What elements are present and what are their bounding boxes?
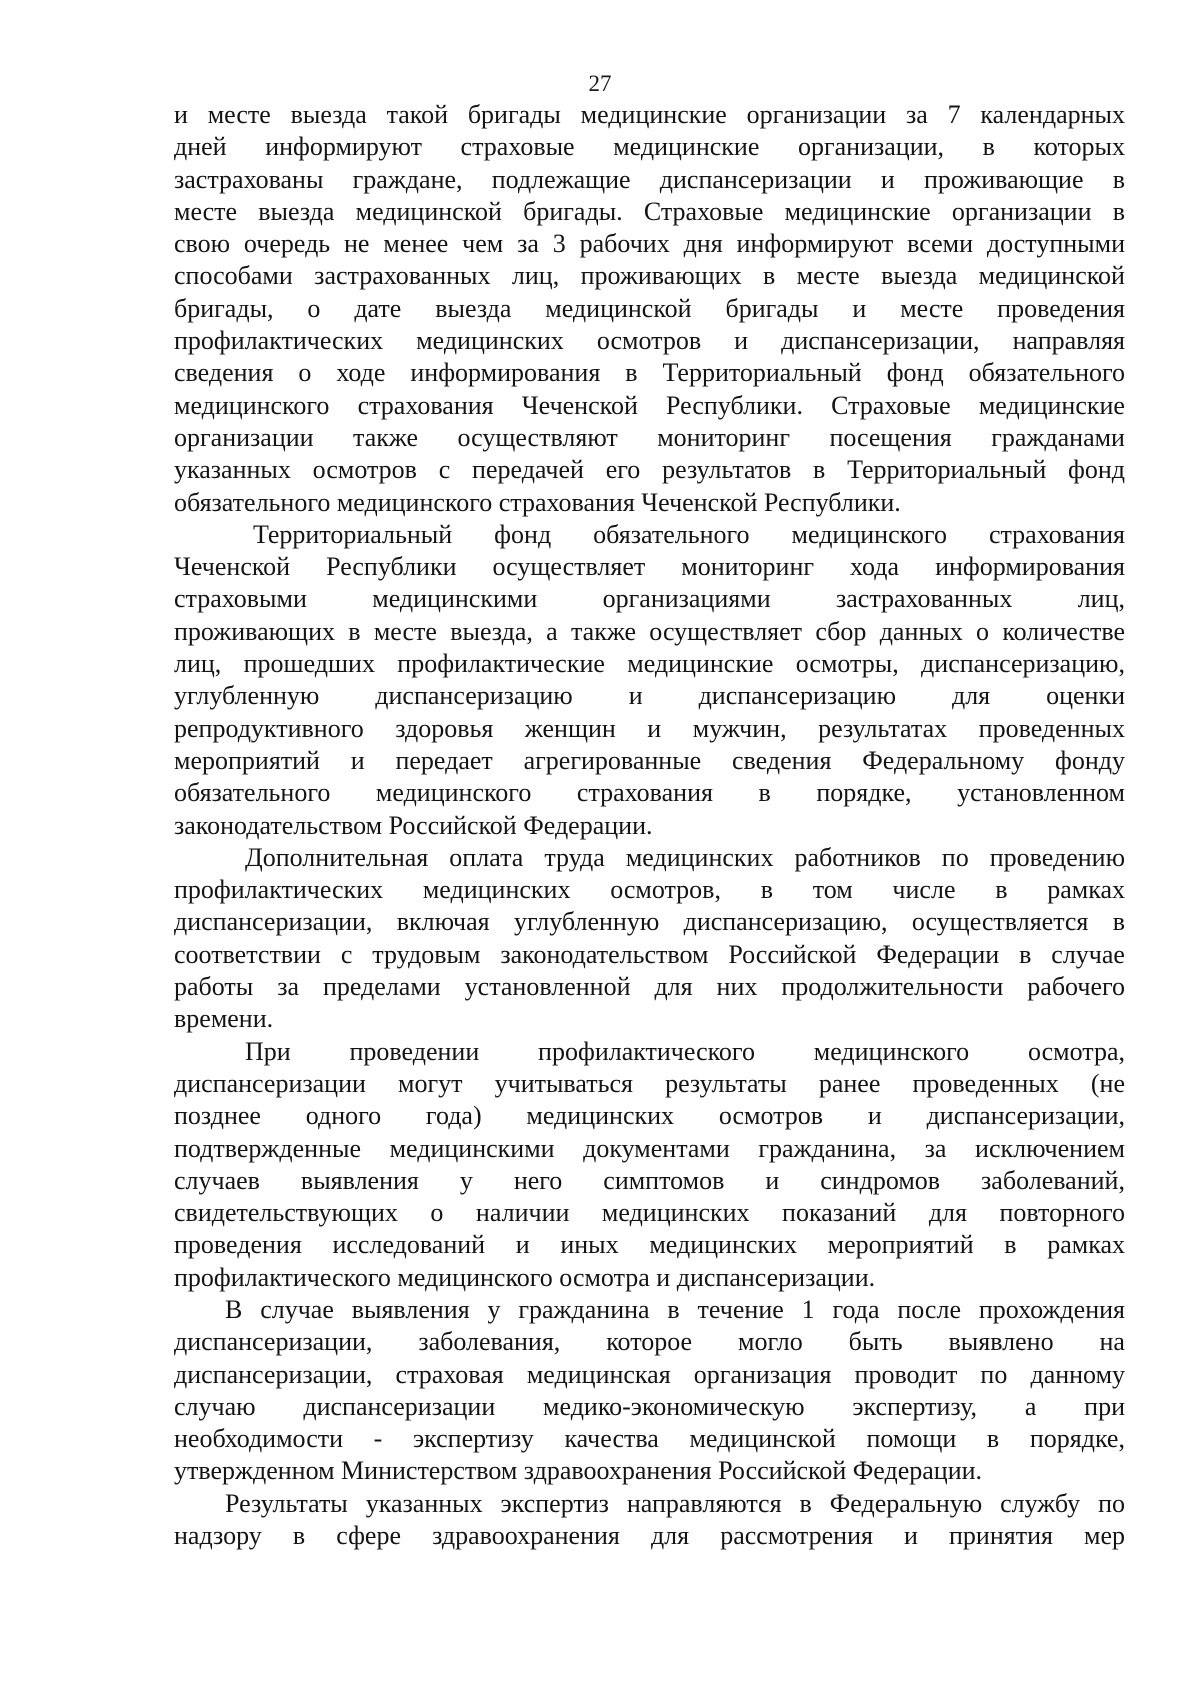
paragraph-2 bbox=[174, 519, 1125, 842]
text-line: и месте выезда такой бригады медицинские организации за 7 календарных bbox=[174, 100, 1126, 129]
paragraph-5 bbox=[174, 1294, 1125, 1488]
text-line: углубленную диспансеризацию и диспансеризацию для оценки bbox=[174, 681, 1126, 711]
text-line: В случае выявления у гражданина в течение 1 года после прохождения bbox=[225, 1294, 1125, 1324]
text-line: организации также осуществляют мониторинг посещения гражданами bbox=[174, 422, 1125, 452]
text-line: необходимости - экспертизу качества медицинской помощи в порядке, bbox=[174, 1424, 1125, 1454]
text-line: профилактических медицинских осмотров и диспансеризации, направляя bbox=[174, 326, 1126, 356]
text-line: способами застрахованных лиц, проживающих в месте выезда медицинской bbox=[174, 261, 1125, 291]
text-line: времени. bbox=[174, 1004, 274, 1034]
paragraph-4 bbox=[174, 1036, 1125, 1294]
text-line: Дополнительная оплата труда медицинских работников по проведению bbox=[245, 842, 1125, 872]
text-line: Территориальный фонд обязательного медицинского страхования bbox=[253, 519, 1125, 549]
text-line: указанных осмотров с передачей его результатов в Территориальный фонд bbox=[174, 455, 1126, 485]
text-line: диспансеризации, заболевания, которое могло быть выявлено на bbox=[174, 1327, 1125, 1357]
paragraph-1 bbox=[174, 99, 1125, 519]
text-line: надзору в сфере здравоохранения для рассмотрения и принятия мер bbox=[174, 1521, 1126, 1551]
text-line: проживающих в месте выезда, а также осуществляет сбор данных о количестве bbox=[174, 616, 1126, 646]
text-line: обязательного медицинского страхования Чеченской Республики. bbox=[174, 487, 901, 517]
text-line: случаев выявления у него симптомов и синдромов заболеваний, bbox=[174, 1165, 1125, 1195]
text-line: утвержденном Министерством здравоохранения Российской Федерации. bbox=[174, 1456, 983, 1486]
text-line: позднее одного года) медицинских осмотров и диспансеризации, bbox=[174, 1101, 1125, 1131]
text-line: месте выезда медицинской бригады. Страховые медицинские организации в bbox=[174, 196, 1125, 226]
document-body bbox=[174, 99, 1125, 1552]
page-number: 27 bbox=[588, 71, 612, 96]
text-line: Чеченской Республики осуществляет мониторинг хода информирования bbox=[174, 552, 1125, 582]
text-line: диспансеризации могут учитываться результаты ранее проведенных (не bbox=[174, 1068, 1126, 1098]
text-line: бригады, о дате выезда медицинской бригады и месте проведения bbox=[174, 293, 1125, 323]
text-line: свидетельствующих о наличии медицинских показаний для повторного bbox=[174, 1198, 1125, 1228]
text-line: диспансеризации, страховая медицинская организация проводит по данному bbox=[174, 1359, 1126, 1389]
text-line: мероприятий и передает агрегированные сведения Федеральному фонду bbox=[174, 745, 1125, 775]
text-line: страховыми медицинскими организациями застрахованных лиц, bbox=[174, 584, 1126, 614]
text-line: работы за пределами установленной для них продолжительности рабочего bbox=[174, 972, 1126, 1002]
text-line: диспансеризации, включая углубленную диспансеризацию, осуществляется в bbox=[174, 907, 1125, 937]
text-line: случаю диспансеризации медико-экономическую экспертизу, а при bbox=[174, 1391, 1125, 1421]
text-line: проведения исследований и иных медицинских мероприятий в рамках bbox=[174, 1230, 1126, 1260]
text-line: медицинского страхования Чеченской Республики. Страховые медицинские bbox=[174, 390, 1125, 420]
text-line: подтвержденные медицинскими документами гражданина, за исключением bbox=[174, 1133, 1125, 1163]
text-line: профилактического медицинского осмотра и диспансеризации. bbox=[174, 1262, 876, 1292]
text-line: обязательного медицинского страхования в порядке, установленном bbox=[174, 778, 1125, 808]
text-line: репродуктивного здоровья женщин и мужчин, результатах проведенных bbox=[174, 713, 1125, 743]
text-line: профилактических медицинских осмотров, в том числе в рамках bbox=[174, 875, 1126, 905]
text-line: соответствии с трудовым законодательством Российской Федерации в случае bbox=[174, 939, 1125, 969]
text-line: дней информируют страховые медицинские организации, в которых bbox=[174, 132, 1125, 162]
text-line: свою очередь не менее чем за 3 рабочих дня информируют всеми доступными bbox=[174, 229, 1125, 259]
text-line: сведения о ходе информирования в Территориальный фонд обязательного bbox=[174, 358, 1126, 388]
text-line: При проведении профилактического медицинского осмотра, bbox=[245, 1036, 1125, 1066]
paragraph-3 bbox=[174, 842, 1125, 1036]
text-line: законодательством Российской Федерации. bbox=[174, 810, 653, 840]
text-line: лиц, прошедших профилактические медицинские осмотры, диспансеризацию, bbox=[174, 649, 1125, 679]
text-line: застрахованы граждане, подлежащие диспансеризации и проживающие в bbox=[174, 164, 1125, 194]
text-line: Результаты указанных экспертиз направляются в Федеральную службу по bbox=[225, 1488, 1126, 1518]
paragraph-6 bbox=[174, 1488, 1125, 1553]
